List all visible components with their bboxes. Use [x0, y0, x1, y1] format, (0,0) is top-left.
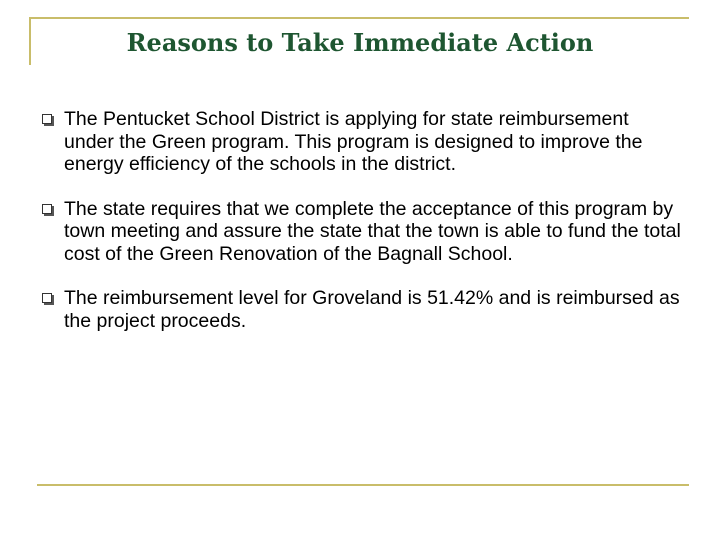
bullet-item	[42, 198, 682, 266]
bullet-text: The Pentucket School District is applying for state reimbursement under the Green program. This program is designed to improve the energy efficiency of the schools in the district.	[64, 108, 643, 175]
frame-bottom-rule	[37, 484, 689, 486]
bullet-text: The state requires that we complete the acceptance of this program by town meeting and assure the state that the town is able to fund the total cost of the Green Renovation of the Bagnall School.	[64, 197, 681, 265]
bullet-text: The reimbursement level for Groveland is 51.42% and is reimbursed as the project proceeds.	[64, 287, 680, 332]
frame-left-rule	[29, 17, 31, 65]
hollow-square-bullet-icon	[42, 204, 52, 214]
bullet-item	[42, 287, 682, 332]
bullet-item	[42, 108, 682, 176]
bullet-list	[42, 108, 682, 354]
hollow-square-bullet-icon	[42, 293, 52, 303]
hollow-square-bullet-icon	[42, 114, 52, 124]
frame-top-rule	[29, 17, 689, 19]
slide-title: Reasons to Take Immediate Action	[126, 28, 594, 57]
